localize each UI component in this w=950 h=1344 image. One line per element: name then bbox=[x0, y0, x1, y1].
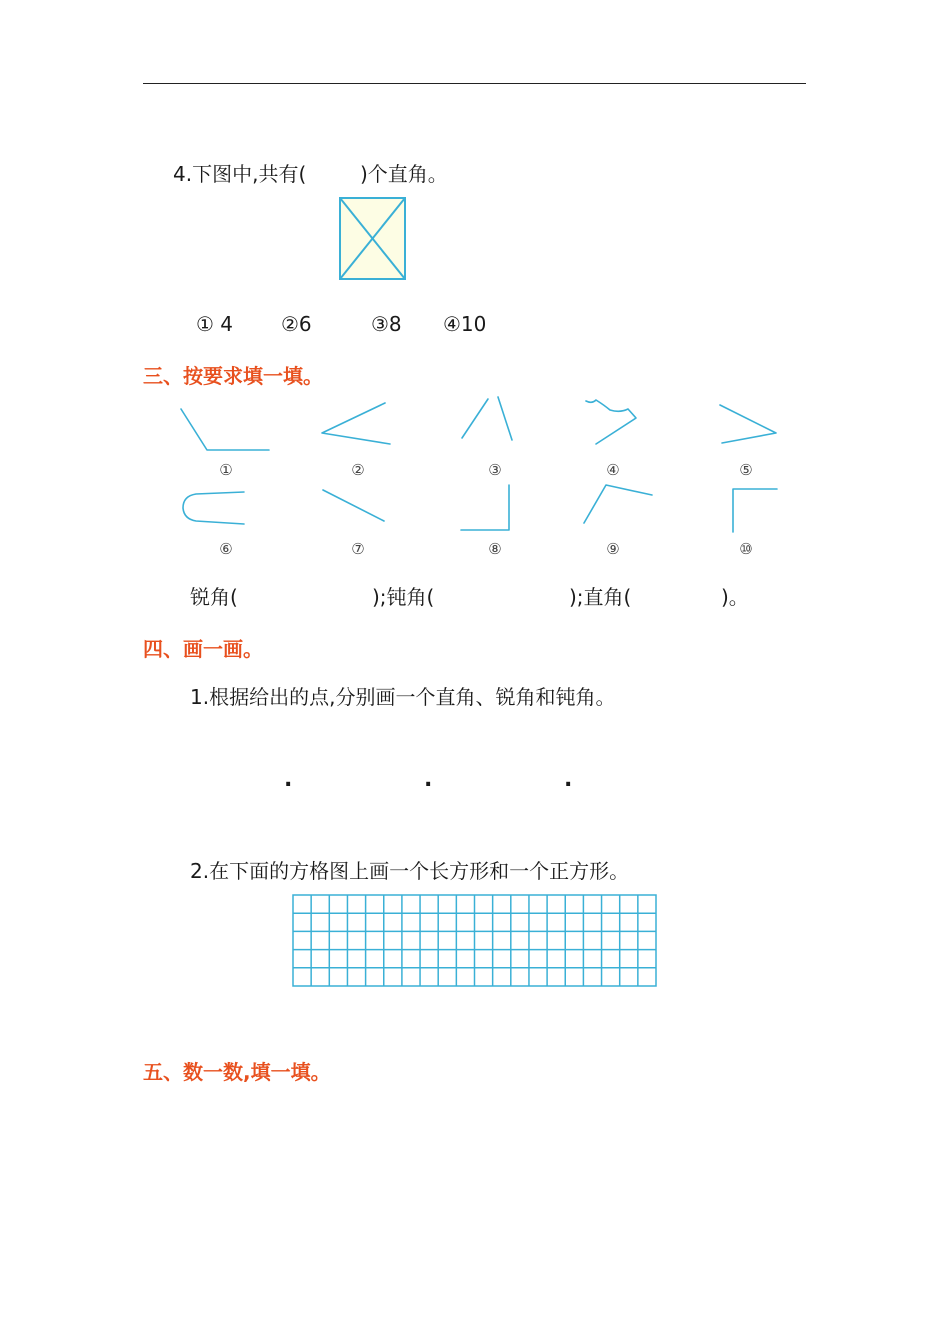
given-point-2: . bbox=[424, 767, 433, 792]
q4-option-4[interactable]: ④10 bbox=[443, 312, 487, 336]
q4-option-1[interactable]: ① 4 bbox=[196, 312, 234, 336]
angle-figure-6 bbox=[183, 492, 244, 524]
angle-label-7: ⑦ bbox=[351, 540, 365, 558]
angle-figure-4 bbox=[586, 400, 636, 444]
angle-figure-5 bbox=[720, 405, 776, 443]
answer-obtuse: );钝角( bbox=[372, 585, 435, 609]
grid-figure bbox=[293, 895, 656, 986]
angle-figure-3 bbox=[462, 399, 488, 438]
angle-label-4: ④ bbox=[606, 461, 620, 479]
answer-right: );直角( bbox=[569, 585, 632, 609]
q4-option-3[interactable]: ③8 bbox=[371, 312, 402, 336]
angle-label-2: ② bbox=[351, 461, 365, 479]
angle-figure-2 bbox=[322, 403, 390, 444]
angle-figure-8 bbox=[461, 485, 509, 530]
q4-text-start: 4.下图中,共有( bbox=[173, 162, 307, 186]
answer-end: )。 bbox=[721, 585, 749, 609]
angle-label-10: ⑩ bbox=[739, 540, 753, 558]
q4-text-end: )个直角。 bbox=[360, 162, 448, 186]
angle-label-6: ⑥ bbox=[219, 540, 233, 558]
section-4-q1: 1.根据给出的点,分别画一个直角、锐角和钝角。 bbox=[190, 685, 616, 709]
q4-rectangle-figure bbox=[340, 198, 405, 279]
section-4-q2: 2.在下面的方格图上画一个长方形和一个正方形。 bbox=[190, 859, 630, 883]
angle-label-3: ③ bbox=[488, 461, 502, 479]
angle-label-9: ⑨ bbox=[606, 540, 620, 558]
angle-figure-1 bbox=[181, 409, 269, 450]
given-point-1: . bbox=[284, 767, 293, 792]
given-point-3: . bbox=[564, 767, 573, 792]
grid-lines bbox=[293, 895, 656, 986]
angle-figure-9 bbox=[584, 485, 652, 523]
angle-label-5: ⑤ bbox=[739, 461, 753, 479]
q4-option-2[interactable]: ②6 bbox=[281, 312, 312, 336]
angle-label-1: ① bbox=[219, 461, 233, 479]
angle-figure-10 bbox=[733, 489, 777, 532]
section-5-title: 五、数一数,填一填。 bbox=[143, 1060, 331, 1084]
angle-label-8: ⑧ bbox=[488, 540, 502, 558]
answer-acute: 锐角( bbox=[190, 585, 238, 609]
angle-figure-3b bbox=[498, 397, 512, 440]
section-4-title: 四、画一画。 bbox=[143, 637, 263, 661]
section-3-title: 三、按要求填一填。 bbox=[143, 364, 323, 388]
angle-figure-7 bbox=[323, 490, 384, 521]
